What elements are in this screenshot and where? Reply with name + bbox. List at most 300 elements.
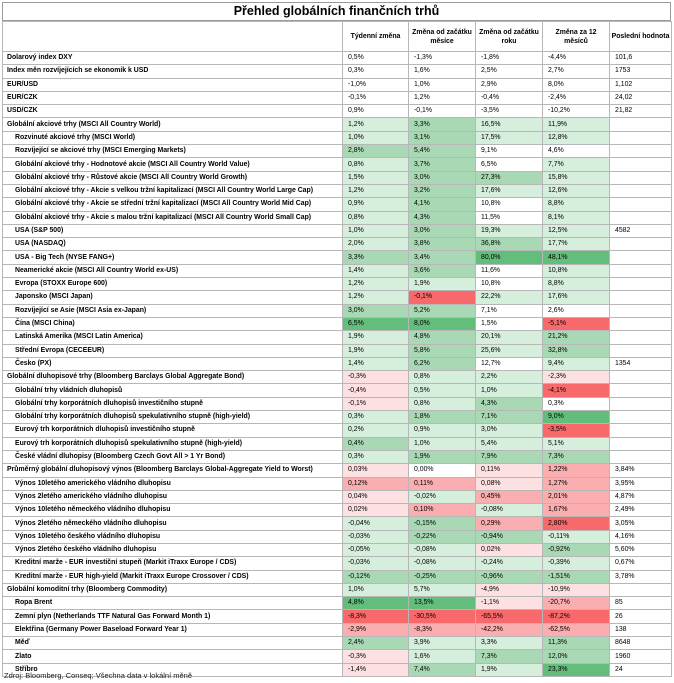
table-row (3, 224, 672, 237)
cell-ytd: 7,3% (476, 650, 543, 663)
cell-last (610, 251, 672, 264)
table-row (3, 184, 672, 197)
table-row (3, 238, 672, 251)
row-label: Rozvíjející se Asie (MSCI Asia ex-Japan) (3, 304, 343, 317)
table-row (3, 264, 672, 277)
cell-12m: 5,1% (543, 437, 610, 450)
cell-ytd: 0,45% (476, 490, 543, 503)
cell-ytd: 20,1% (476, 331, 543, 344)
cell-weekly: 1,0% (343, 583, 409, 596)
cell-12m: 1,67% (543, 504, 610, 517)
cell-ytd: -1,1% (476, 597, 543, 610)
cell-last (610, 291, 672, 304)
cell-last (610, 145, 672, 158)
table-row (3, 251, 672, 264)
cell-weekly: -8,3% (343, 610, 409, 623)
cell-12m: 8,1% (543, 211, 610, 224)
cell-ytd: -65,5% (476, 610, 543, 623)
cell-weekly: 0,8% (343, 211, 409, 224)
cell-ytd: 11,6% (476, 264, 543, 277)
cell-weekly: 1,2% (343, 291, 409, 304)
table-row (3, 278, 672, 291)
cell-12m: 17,6% (543, 291, 610, 304)
cell-last: 4,87% (610, 490, 672, 503)
cell-mtd: -0,15% (409, 517, 476, 530)
cell-mtd: 0,9% (409, 424, 476, 437)
cell-ytd: 7,9% (476, 450, 543, 463)
header-cell-label (3, 22, 343, 52)
cell-ytd: 2,9% (476, 78, 543, 91)
row-label: Výnos 10letého německého vládního dluhopisu (3, 504, 343, 517)
cell-ytd: 27,3% (476, 171, 543, 184)
cell-weekly: 0,8% (343, 158, 409, 171)
cell-12m: 23,3% (543, 663, 610, 676)
cell-last (610, 450, 672, 463)
cell-ytd: 11,5% (476, 211, 543, 224)
cell-mtd: -30,5% (409, 610, 476, 623)
cell-ytd: 5,4% (476, 437, 543, 450)
cell-mtd: 5,4% (409, 145, 476, 158)
cell-last (610, 131, 672, 144)
cell-ytd: 17,5% (476, 131, 543, 144)
table-row (3, 437, 672, 450)
cell-weekly: -0,03% (343, 530, 409, 543)
table-row (3, 304, 672, 317)
table-row (3, 198, 672, 211)
cell-mtd: 0,5% (409, 384, 476, 397)
cell-12m: 8,8% (543, 198, 610, 211)
row-label: Neamerické akcie (MSCI All Country World ex-US) (3, 264, 343, 277)
cell-mtd: 5,8% (409, 344, 476, 357)
cell-12m: 17,7% (543, 238, 610, 251)
cell-ytd: 2,2% (476, 371, 543, 384)
row-label: Výnos 10letého českého vládního dluhopisu (3, 530, 343, 543)
cell-12m: 12,5% (543, 224, 610, 237)
cell-mtd: 0,00% (409, 464, 476, 477)
cell-12m: -0,92% (543, 543, 610, 556)
table-row (3, 583, 672, 596)
cell-last: 2,49% (610, 504, 672, 517)
header-cell-12m: Změna za 12 měsíců (543, 22, 610, 52)
row-label: USA (S&P 500) (3, 224, 343, 237)
cell-mtd: -1,3% (409, 52, 476, 65)
table-row (3, 637, 672, 650)
cell-last: 3,84% (610, 464, 672, 477)
cell-weekly: 0,03% (343, 464, 409, 477)
cell-mtd: 3,1% (409, 131, 476, 144)
cell-mtd: 3,6% (409, 264, 476, 277)
cell-mtd: 1,2% (409, 91, 476, 104)
cell-weekly: -1,4% (343, 663, 409, 676)
table-row (3, 171, 672, 184)
cell-last (610, 264, 672, 277)
cell-mtd: 8,0% (409, 317, 476, 330)
cell-12m: -0,11% (543, 530, 610, 543)
cell-ytd: 3,3% (476, 637, 543, 650)
table-row (3, 570, 672, 583)
cell-last: 85 (610, 597, 672, 610)
cell-ytd: 36,8% (476, 238, 543, 251)
cell-ytd: -1,8% (476, 52, 543, 65)
cell-mtd: 5,7% (409, 583, 476, 596)
row-label: Globální akciové trhy - Akcie s malou tržní kapitalizací (MSCI All Country World Small Cap) (3, 211, 343, 224)
cell-weekly: 3,0% (343, 304, 409, 317)
cell-12m: -10,2% (543, 105, 610, 118)
cell-12m: 2,6% (543, 304, 610, 317)
cell-mtd: -0,08% (409, 557, 476, 570)
cell-mtd: 0,11% (409, 477, 476, 490)
cell-last (610, 158, 672, 171)
cell-weekly: 0,12% (343, 477, 409, 490)
row-label: Kreditní marže - EUR high-yield (Markit iTraxx Europe Crossover / CDS) (3, 570, 343, 583)
cell-weekly: 0,9% (343, 105, 409, 118)
row-label: Globální akciové trhy (MSCI All Country World) (3, 118, 343, 131)
cell-ytd: -0,96% (476, 570, 543, 583)
cell-12m: 8,0% (543, 78, 610, 91)
cell-last (610, 171, 672, 184)
cell-weekly: 1,2% (343, 118, 409, 131)
cell-ytd: -4,9% (476, 583, 543, 596)
row-label: Průměrný globální dluhopisový výnos (Bloomberg Barclays Global-Aggregate Yield to Worst) (3, 464, 343, 477)
cell-last: 1960 (610, 650, 672, 663)
cell-12m: 12,6% (543, 184, 610, 197)
row-label: Výnos 2letého německého vládního dluhopisu (3, 517, 343, 530)
cell-weekly: 2,8% (343, 145, 409, 158)
cell-mtd: 1,8% (409, 411, 476, 424)
cell-12m: -4,1% (543, 384, 610, 397)
row-label: Rozvíjející se akciové trhy (MSCI Emerging Markets) (3, 145, 343, 158)
header-cell-weekly: Týdenní změna (343, 22, 409, 52)
cell-last: 26 (610, 610, 672, 623)
cell-12m: 15,8% (543, 171, 610, 184)
row-label: Zlato (3, 650, 343, 663)
cell-12m: 2,01% (543, 490, 610, 503)
table-row (3, 344, 672, 357)
cell-mtd: 4,3% (409, 211, 476, 224)
cell-weekly: 0,3% (343, 411, 409, 424)
table-row (3, 411, 672, 424)
cell-last: 24 (610, 663, 672, 676)
table-row (3, 145, 672, 158)
row-label: Japonsko (MSCI Japan) (3, 291, 343, 304)
header-cell-ytd: Změna od začátku roku (476, 22, 543, 52)
source-footnote: Zdroj: Bloomberg, Conseq; Všechna data v lokální měně (4, 671, 193, 680)
cell-mtd: -0,25% (409, 570, 476, 583)
cell-ytd: 7,1% (476, 411, 543, 424)
cell-last (610, 344, 672, 357)
report-title: Přehled globálních finančních trhů (2, 2, 671, 21)
table-row (3, 158, 672, 171)
cell-12m: 11,3% (543, 637, 610, 650)
row-label: USD/CZK (3, 105, 343, 118)
cell-ytd: 9,1% (476, 145, 543, 158)
cell-last: 1,102 (610, 78, 672, 91)
table-row (3, 464, 672, 477)
cell-weekly: 1,0% (343, 131, 409, 144)
table-row (3, 65, 672, 78)
cell-weekly: 1,2% (343, 278, 409, 291)
cell-weekly: -0,3% (343, 371, 409, 384)
cell-12m: 12,8% (543, 131, 610, 144)
cell-last: 101,6 (610, 52, 672, 65)
cell-last (610, 238, 672, 251)
cell-mtd: 3,0% (409, 224, 476, 237)
cell-mtd: -0,22% (409, 530, 476, 543)
cell-mtd: 6,2% (409, 357, 476, 370)
cell-12m: 7,3% (543, 450, 610, 463)
cell-mtd: 4,1% (409, 198, 476, 211)
table-row (3, 384, 672, 397)
row-label: Čína (MSCI China) (3, 317, 343, 330)
cell-weekly: 0,3% (343, 65, 409, 78)
cell-weekly: 0,2% (343, 424, 409, 437)
cell-ytd: 6,5% (476, 158, 543, 171)
cell-weekly: -0,1% (343, 91, 409, 104)
cell-last (610, 211, 672, 224)
cell-mtd: 1,0% (409, 437, 476, 450)
cell-ytd: 19,3% (476, 224, 543, 237)
cell-ytd: 0,02% (476, 543, 543, 556)
cell-12m: -0,39% (543, 557, 610, 570)
table-body (3, 52, 672, 677)
table-row (3, 450, 672, 463)
cell-12m: 21,2% (543, 331, 610, 344)
row-label: Globální akciové trhy - Růstové akcie (MSCI All Country World Growth) (3, 171, 343, 184)
cell-ytd: 4,3% (476, 397, 543, 410)
table-row (3, 517, 672, 530)
row-label: USA - Big Tech (NYSE FANG+) (3, 251, 343, 264)
cell-weekly: 1,2% (343, 184, 409, 197)
row-label: Eurový trh korporátních dluhopisů investičního stupně (3, 424, 343, 437)
row-label: Globální trhy korporátních dluhopisů investičního stupně (3, 397, 343, 410)
cell-ytd: 0,08% (476, 477, 543, 490)
table-row (3, 52, 672, 65)
cell-12m: -87,2% (543, 610, 610, 623)
table-row (3, 530, 672, 543)
cell-mtd: 3,9% (409, 637, 476, 650)
cell-mtd: -0,1% (409, 105, 476, 118)
cell-mtd: 1,9% (409, 450, 476, 463)
row-label: Elektřina (Germany Power Baseload Forward Year 1) (3, 623, 343, 636)
row-label: Kreditní marže - EUR investiční stupeň (Markit iTraxx Europe / CDS) (3, 557, 343, 570)
cell-12m: 0,3% (543, 397, 610, 410)
row-label: Eurový trh korporátních dluhopisů spekulativního stupně (high-yield) (3, 437, 343, 450)
cell-weekly: -2,9% (343, 623, 409, 636)
cell-last (610, 331, 672, 344)
cell-12m: -1,51% (543, 570, 610, 583)
row-label: Měď (3, 637, 343, 650)
cell-mtd: 3,8% (409, 238, 476, 251)
cell-last: 21,82 (610, 105, 672, 118)
cell-12m: 1,22% (543, 464, 610, 477)
table-row (3, 557, 672, 570)
cell-last (610, 304, 672, 317)
cell-weekly: -0,1% (343, 397, 409, 410)
cell-ytd: 80,0% (476, 251, 543, 264)
cell-mtd: 1,9% (409, 278, 476, 291)
table-row (3, 211, 672, 224)
cell-ytd: 1,9% (476, 663, 543, 676)
cell-ytd: -0,4% (476, 91, 543, 104)
cell-weekly: -0,03% (343, 557, 409, 570)
row-label: Globální trhy korporátních dluhopisů spekulativního stupně (high-yield) (3, 411, 343, 424)
cell-12m: 4,6% (543, 145, 610, 158)
cell-ytd: 22,2% (476, 291, 543, 304)
cell-last (610, 371, 672, 384)
cell-last: 24,02 (610, 91, 672, 104)
cell-12m: -4,4% (543, 52, 610, 65)
cell-last: 3,95% (610, 477, 672, 490)
cell-weekly: 0,3% (343, 450, 409, 463)
cell-12m: 2,7% (543, 65, 610, 78)
cell-12m: -20,7% (543, 597, 610, 610)
cell-weekly: -0,4% (343, 384, 409, 397)
table-row (3, 543, 672, 556)
row-label: Česko (PX) (3, 357, 343, 370)
cell-last: 4582 (610, 224, 672, 237)
cell-mtd: 7,4% (409, 663, 476, 676)
table-row (3, 650, 672, 663)
table-row (3, 504, 672, 517)
cell-mtd: 3,3% (409, 118, 476, 131)
cell-12m: 11,9% (543, 118, 610, 131)
cell-ytd: 1,0% (476, 384, 543, 397)
cell-weekly: 1,9% (343, 344, 409, 357)
row-label: České vládní dluhopisy (Bloomberg Czech Govt All > 1 Yr Bond) (3, 450, 343, 463)
row-label: Globální komoditní trhy (Bloomberg Commodity) (3, 583, 343, 596)
cell-mtd: 13,5% (409, 597, 476, 610)
cell-mtd: 3,4% (409, 251, 476, 264)
cell-ytd: 0,11% (476, 464, 543, 477)
header-cell-last: Poslední hodnota (610, 22, 672, 52)
cell-mtd: -0,02% (409, 490, 476, 503)
table-row (3, 610, 672, 623)
cell-12m: -3,5% (543, 424, 610, 437)
cell-mtd: 1,6% (409, 65, 476, 78)
row-label: Ropa Brent (3, 597, 343, 610)
cell-last (610, 384, 672, 397)
cell-weekly: 0,4% (343, 437, 409, 450)
cell-mtd: 3,7% (409, 158, 476, 171)
header-cell-mtd: Změna od začátku měsíce (409, 22, 476, 52)
cell-12m: 2,80% (543, 517, 610, 530)
cell-last (610, 317, 672, 330)
table-row (3, 424, 672, 437)
cell-12m: -2,3% (543, 371, 610, 384)
row-label: Globální akciové trhy - Akcie s velkou tržní kapitalizací (MSCI All Country World Large Cap) (3, 184, 343, 197)
table-row (3, 397, 672, 410)
cell-last: 3,78% (610, 570, 672, 583)
cell-ytd: 3,0% (476, 424, 543, 437)
table-row (3, 477, 672, 490)
cell-last (610, 198, 672, 211)
cell-weekly: 1,9% (343, 331, 409, 344)
cell-mtd: 0,8% (409, 397, 476, 410)
row-label: EUR/USD (3, 78, 343, 91)
cell-weekly: -0,04% (343, 517, 409, 530)
cell-ytd: -0,08% (476, 504, 543, 517)
cell-ytd: 10,8% (476, 198, 543, 211)
table-row (3, 91, 672, 104)
cell-12m: -2,4% (543, 91, 610, 104)
row-label: Stříbro (3, 663, 343, 676)
cell-weekly: 0,9% (343, 198, 409, 211)
header-row (3, 22, 672, 52)
cell-last: 0,67% (610, 557, 672, 570)
cell-last (610, 424, 672, 437)
row-label: Evropa (STOXX Europe 600) (3, 278, 343, 291)
cell-weekly: 1,4% (343, 357, 409, 370)
table-row (3, 371, 672, 384)
cell-mtd: -8,3% (409, 623, 476, 636)
cell-last (610, 437, 672, 450)
cell-weekly: -0,3% (343, 650, 409, 663)
cell-ytd: -0,94% (476, 530, 543, 543)
cell-12m: 1,27% (543, 477, 610, 490)
cell-weekly: 1,4% (343, 264, 409, 277)
cell-weekly: 0,5% (343, 52, 409, 65)
row-label: Globální akciové trhy - Hodnotové akcie (MSCI All Country World Value) (3, 158, 343, 171)
table-row (3, 490, 672, 503)
cell-ytd: 16,5% (476, 118, 543, 131)
table-row (3, 118, 672, 131)
table-row (3, 357, 672, 370)
cell-weekly: 0,04% (343, 490, 409, 503)
cell-mtd: 3,0% (409, 171, 476, 184)
row-label: Výnos 2letého amerického vládního dluhopisu (3, 490, 343, 503)
cell-mtd: -0,08% (409, 543, 476, 556)
cell-ytd: 17,6% (476, 184, 543, 197)
table-row (3, 105, 672, 118)
cell-weekly: 2,4% (343, 637, 409, 650)
cell-12m: -10,9% (543, 583, 610, 596)
cell-ytd: -3,5% (476, 105, 543, 118)
row-label: Zemní plyn (Netherlands TTF Natural Gas Forward Month 1) (3, 610, 343, 623)
cell-last: 5,60% (610, 543, 672, 556)
market-overview-table (2, 21, 672, 677)
cell-mtd: 4,8% (409, 331, 476, 344)
row-label: Index měn rozvíjejících se ekonomik k USD (3, 65, 343, 78)
cell-mtd: -0,1% (409, 291, 476, 304)
cell-12m: 12,0% (543, 650, 610, 663)
row-label: Latinská Amerika (MSCI Latin America) (3, 331, 343, 344)
cell-mtd: 0,10% (409, 504, 476, 517)
table-row (3, 597, 672, 610)
cell-last (610, 184, 672, 197)
cell-ytd: 0,29% (476, 517, 543, 530)
cell-weekly: -0,05% (343, 543, 409, 556)
row-label: Dolarový index DXY (3, 52, 343, 65)
cell-weekly: 0,02% (343, 504, 409, 517)
cell-ytd: 1,5% (476, 317, 543, 330)
cell-ytd: 12,7% (476, 357, 543, 370)
cell-last (610, 397, 672, 410)
cell-last: 3,05% (610, 517, 672, 530)
cell-12m: -5,1% (543, 317, 610, 330)
cell-ytd: 7,1% (476, 304, 543, 317)
row-label: Rozvinuté akciové trhy (MSCI World) (3, 131, 343, 144)
row-label: Výnos 2letého českého vládního dluhopisu (3, 543, 343, 556)
cell-weekly: 1,5% (343, 171, 409, 184)
cell-weekly: -0,12% (343, 570, 409, 583)
row-label: Výnos 10letého amerického vládního dluhopisu (3, 477, 343, 490)
cell-12m: 10,8% (543, 264, 610, 277)
cell-ytd: -0,24% (476, 557, 543, 570)
cell-weekly: -1,0% (343, 78, 409, 91)
cell-weekly: 1,0% (343, 224, 409, 237)
cell-weekly: 3,3% (343, 251, 409, 264)
row-label: Globální akciové trhy - Akcie se střední tržní kapitalizací (MSCI All Country World Mid Cap) (3, 198, 343, 211)
